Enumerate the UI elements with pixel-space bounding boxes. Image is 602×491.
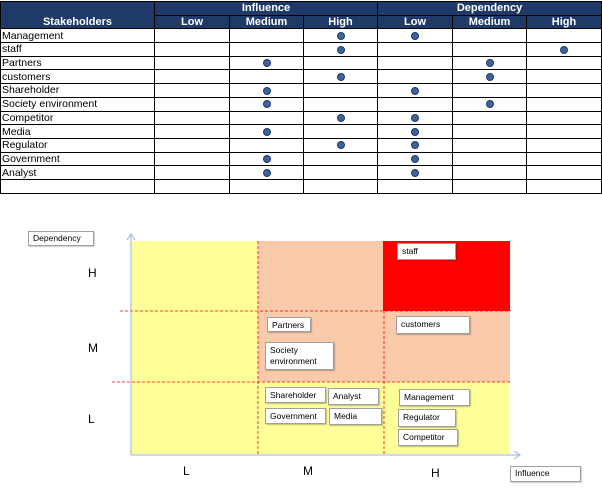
- label-management: Management: [399, 389, 470, 406]
- y-level-high: H: [88, 266, 97, 280]
- dependency-low-header: Low: [378, 15, 453, 29]
- stakeholder-name: customers: [1, 70, 155, 84]
- stakeholder-name: Regulator: [1, 138, 155, 152]
- label-society-line2: environment: [270, 356, 317, 366]
- stakeholder-name: staff: [1, 43, 155, 57]
- label-analyst: Analyst: [328, 388, 379, 405]
- influence-low-header: Low: [155, 15, 230, 29]
- dependency-medium-header: Medium: [453, 15, 527, 29]
- x-level-high: H: [431, 466, 440, 480]
- y-level-medium: M: [88, 341, 98, 355]
- label-regulator: Regulator: [398, 409, 456, 427]
- y-level-low: L: [88, 412, 95, 426]
- x-level-medium: M: [303, 464, 313, 478]
- dependency-high-header: High: [527, 15, 602, 29]
- influence-high-header: High: [304, 15, 378, 29]
- label-media: Media: [329, 408, 382, 425]
- stakeholder-name: Management: [1, 29, 155, 43]
- dependency-axis-label: Dependency: [28, 231, 94, 246]
- x-level-low: L: [183, 464, 190, 478]
- influence-medium-header: Medium: [230, 15, 304, 29]
- stakeholder-name: Analyst: [1, 166, 155, 180]
- dependency-header: Dependency: [378, 2, 602, 16]
- stakeholder-name: Government: [1, 152, 155, 166]
- label-society-environment: [265, 342, 334, 370]
- stakeholders-header: Stakeholders: [1, 2, 155, 29]
- label-staff: staff: [397, 243, 456, 260]
- label-society-line1: Society: [270, 345, 298, 355]
- stakeholder-name: Shareholder: [1, 84, 155, 98]
- label-government: Government: [265, 408, 326, 424]
- stakeholder-name: Partners: [1, 56, 155, 70]
- label-competitor: Competitor: [398, 429, 458, 446]
- label-customers: customers: [396, 316, 470, 334]
- stakeholder-name: Media: [1, 125, 155, 139]
- label-partners: Partners: [267, 317, 311, 332]
- stakeholder-name: Competitor: [1, 111, 155, 125]
- stakeholder-name: Society environment: [1, 97, 155, 111]
- label-shareholder: Shareholder: [265, 387, 326, 403]
- influence-header: Influence: [155, 2, 378, 16]
- influence-axis-label: Influence: [510, 466, 581, 482]
